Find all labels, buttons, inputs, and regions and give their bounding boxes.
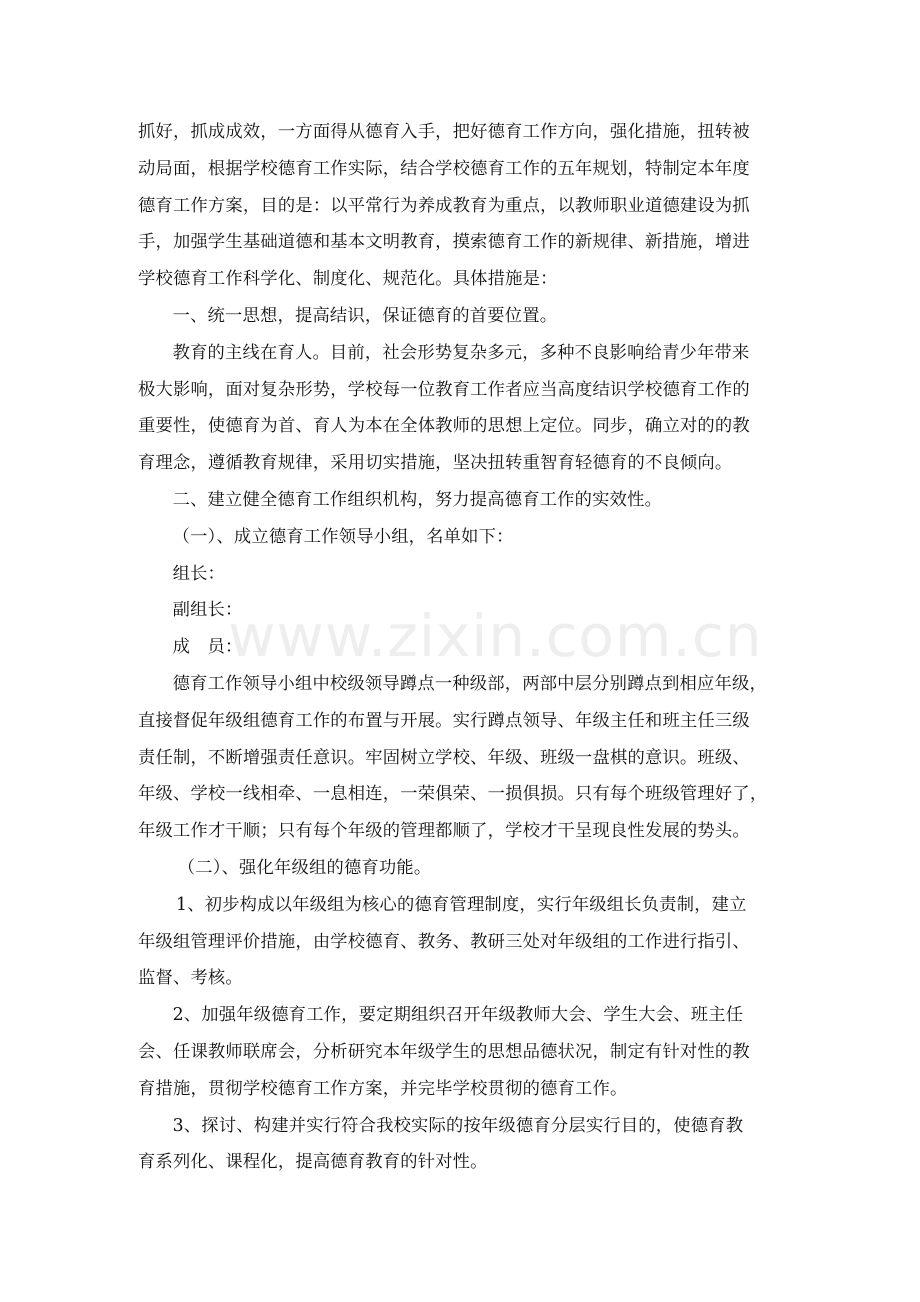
text-line: 监督、考核。	[138, 968, 243, 989]
text-line: 抓好，抓成成效，一方面得从德育入手，把好德育工作方向，强化措施，扭转被	[138, 122, 750, 142]
text-line: 责任制，不断增强责任意识。牢固树立学校、年级、班级一盘棋的意识。班级、	[138, 747, 750, 768]
text-line: 教育的主线在育人。目前，社会形势复杂多元，多种不良影响给青少年带来	[172, 342, 750, 363]
deputy-label: 副组长：	[172, 600, 243, 621]
text-line: 年级、学校一线相牵、一息相连，一荣俱荣、一损俱损。只有每个班级管理好了，	[138, 784, 768, 805]
text-line: 重要性，使德育为首、育人为本在全体教师的思想上定位。同步，确立对的的教	[138, 416, 750, 437]
text-line: 学校德育工作科学化、制度化、规范化。具体措施是：	[138, 269, 558, 290]
item-3-paragraph	[138, 1108, 788, 1182]
item-2-paragraph	[138, 997, 788, 1107]
section-2-title: 二、建立健全德育工作组织机构，努力提高德育工作的实效性。	[172, 489, 663, 510]
leader-label: 组长：	[172, 563, 226, 584]
text-line: 德育工作方案，目的是：以平常行为养成教育为重点，以教师职业道德建设为抓	[138, 195, 750, 216]
text-line: 年级组管理评价措施，由学校德育、教务、教研三处对年级组的工作进行指引、	[138, 931, 750, 952]
text-line: 年级工作才干顺；只有每个年级的管理都顺了，学校才干呈现良性发展的势头。	[138, 821, 750, 842]
subsection-1-title: （一）、成立德育工作领导小组，名单如下：	[172, 526, 514, 547]
intro-paragraph	[138, 114, 788, 298]
text-line: 动局面，根据学校德育工作实际，结合学校德育工作的五年规划，特制定本年度	[138, 158, 750, 179]
text-line: 3、探讨、构建并实行符合我校实际的按年级德育分层实行目的，使德育教	[172, 1115, 744, 1136]
text-line: 育理念，遵循教育规律，采用切实措施，坚决扭转重智育轻德育的不良倾向。	[138, 453, 733, 474]
watermark: www.zixin.com.cn	[228, 602, 763, 670]
text-line: 育系列化、课程化，提高德育教育的针对性。	[138, 1152, 488, 1173]
section-1-body	[138, 335, 788, 482]
text-line: 直接督促年级组德育工作的布置与开展。实行蹲点领导、年级主任和班主任三级	[138, 710, 750, 731]
leadership-paragraph	[138, 666, 788, 850]
text-line: 手，加强学生基础道德和基本文明教育，摸索德育工作的新规律、新措施，增进	[138, 232, 750, 253]
subsection-2-title: （二）、强化年级组的德育功能。	[177, 857, 432, 878]
text-line: 育措施，贯彻学校德育工作方案，并完毕学校贯彻的德育工作。	[138, 1078, 628, 1099]
text-line: 极大影响，面对复杂形势，学校每一位教育工作者应当高度结识学校德育工作的	[138, 379, 750, 400]
text-line: 1、初步构成以年级组为核心的德育管理制度，实行年级组长负责制，建立	[176, 894, 747, 915]
text-line: 2、加强年级德育工作，要定期组织召开年级教师大会、学生大会、班主任	[172, 1005, 744, 1026]
member-label: 成 员：	[172, 637, 243, 658]
section-1-title: 一、统一思想，提高结识，保证德育的首要位置。	[172, 305, 558, 326]
text-line: 会、任课教师联席会，分析研究本年级学生的思想品德状况，制定有针对性的教	[138, 1041, 750, 1062]
text-line: 德育工作领导小组中校级领导蹲点一种级部，两部中层分别蹲点到相应年级，	[172, 673, 767, 694]
item-1-paragraph	[138, 887, 788, 997]
document-content	[138, 114, 788, 1181]
